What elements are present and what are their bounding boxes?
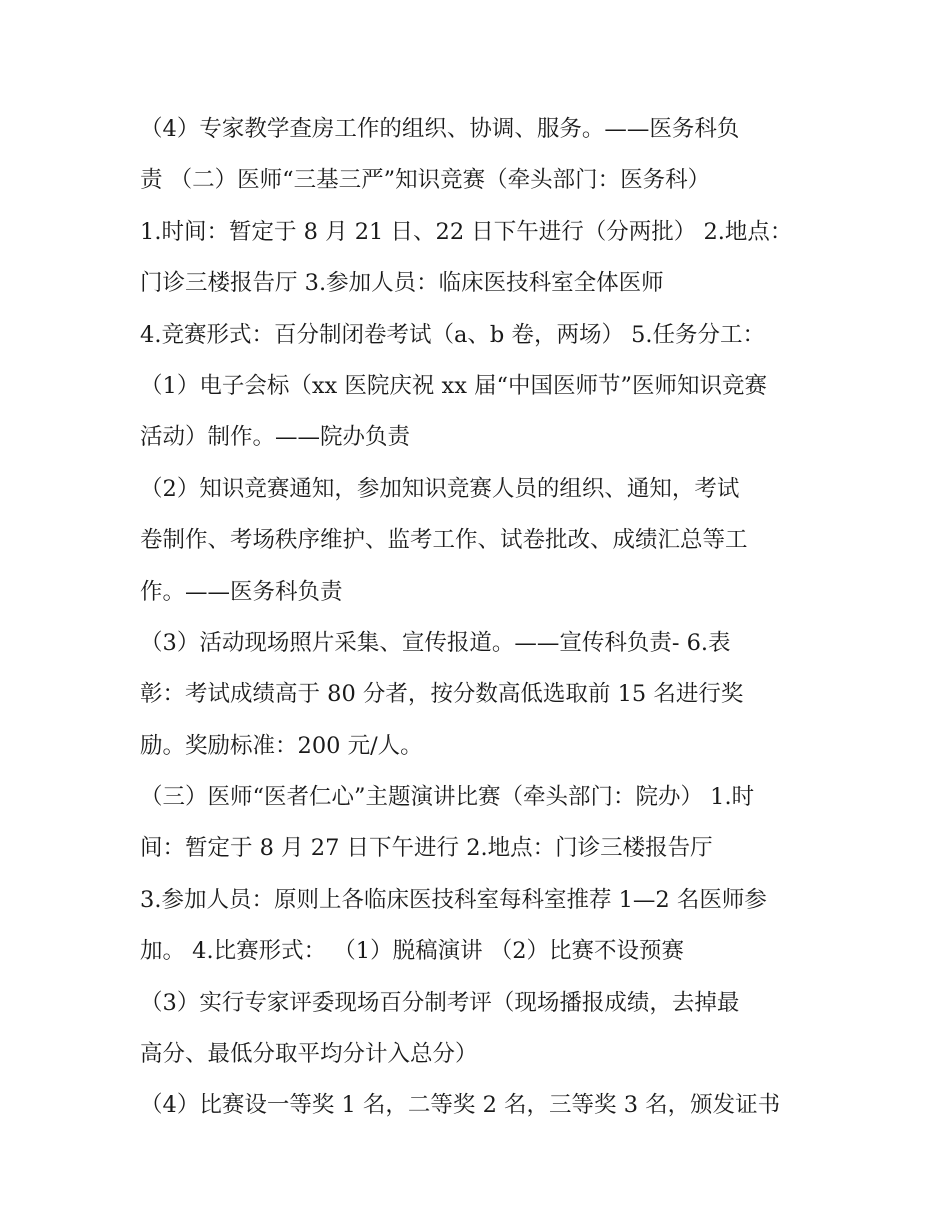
text-line: （3）实行专家评委现场百分制考评（现场播报成绩，去掉最 [140, 989, 740, 1016]
text-line: 间：暂定于 8 月 27 日下午进行 2.地点：门诊三楼报告厅 [140, 835, 713, 862]
text-line: 4.竞赛形式：百分制闭卷考试（a、b 卷，两场） 5.任务分工： [140, 321, 766, 348]
text-line: 卷制作、考场秩序维护、监考工作、试卷批改、成绩汇总等工 [140, 527, 748, 554]
text-line: （4）比赛设一等奖 1 名，二等奖 2 名，三等奖 3 名，颁发证书 [140, 1092, 781, 1119]
text-line: 责 （二）医师“三基三严”知识竞赛（牵头部门：医务科） [140, 167, 711, 194]
text-line: 门诊三楼报告厅 3.参加人员：临床医技科室全体医师 [140, 270, 664, 297]
text-line: （1）电子会标（xx 医院庆祝 xx 届“中国医师节”医师知识竞赛 [140, 372, 768, 399]
text-line: 3.参加人员：原则上各临床医技科室每科室推荐 1—2 名医师参 [140, 886, 767, 913]
text-line: （4）专家教学查房工作的组织、协调、服务。——医务科负 [140, 116, 740, 142]
text-line: （三）医师“医者仁心”主题演讲比赛（牵头部门：院办） 1.时 [140, 784, 755, 811]
text-line: （3）活动现场照片采集、宣传报道。——宣传科负责- 6.表 [140, 629, 731, 656]
text-line: 加。 4.比赛形式： （1）脱稿演讲 （2）比赛不设预赛 [140, 938, 685, 965]
text-line: 彰：考试成绩高于 80 分者，按分数高低选取前 15 名进行奖 [140, 681, 744, 708]
text-line: 作。——医务科负责 [140, 578, 343, 605]
text-line: （2）知识竞赛通知，参加知识竞赛人员的组织、通知，考试 [140, 475, 740, 502]
text-line: 高分、最低分取平均分计入总分） [140, 1041, 478, 1068]
text-line: 1.时间：暂定于 8 月 21 日、22 日下午进行（分两批） 2.地点： [140, 218, 793, 245]
document-body [140, 104, 830, 1132]
text-line: 活动）制作。——院办负责 [140, 424, 411, 451]
text-line: 励。奖励标准：200 元/人。 [140, 732, 423, 759]
